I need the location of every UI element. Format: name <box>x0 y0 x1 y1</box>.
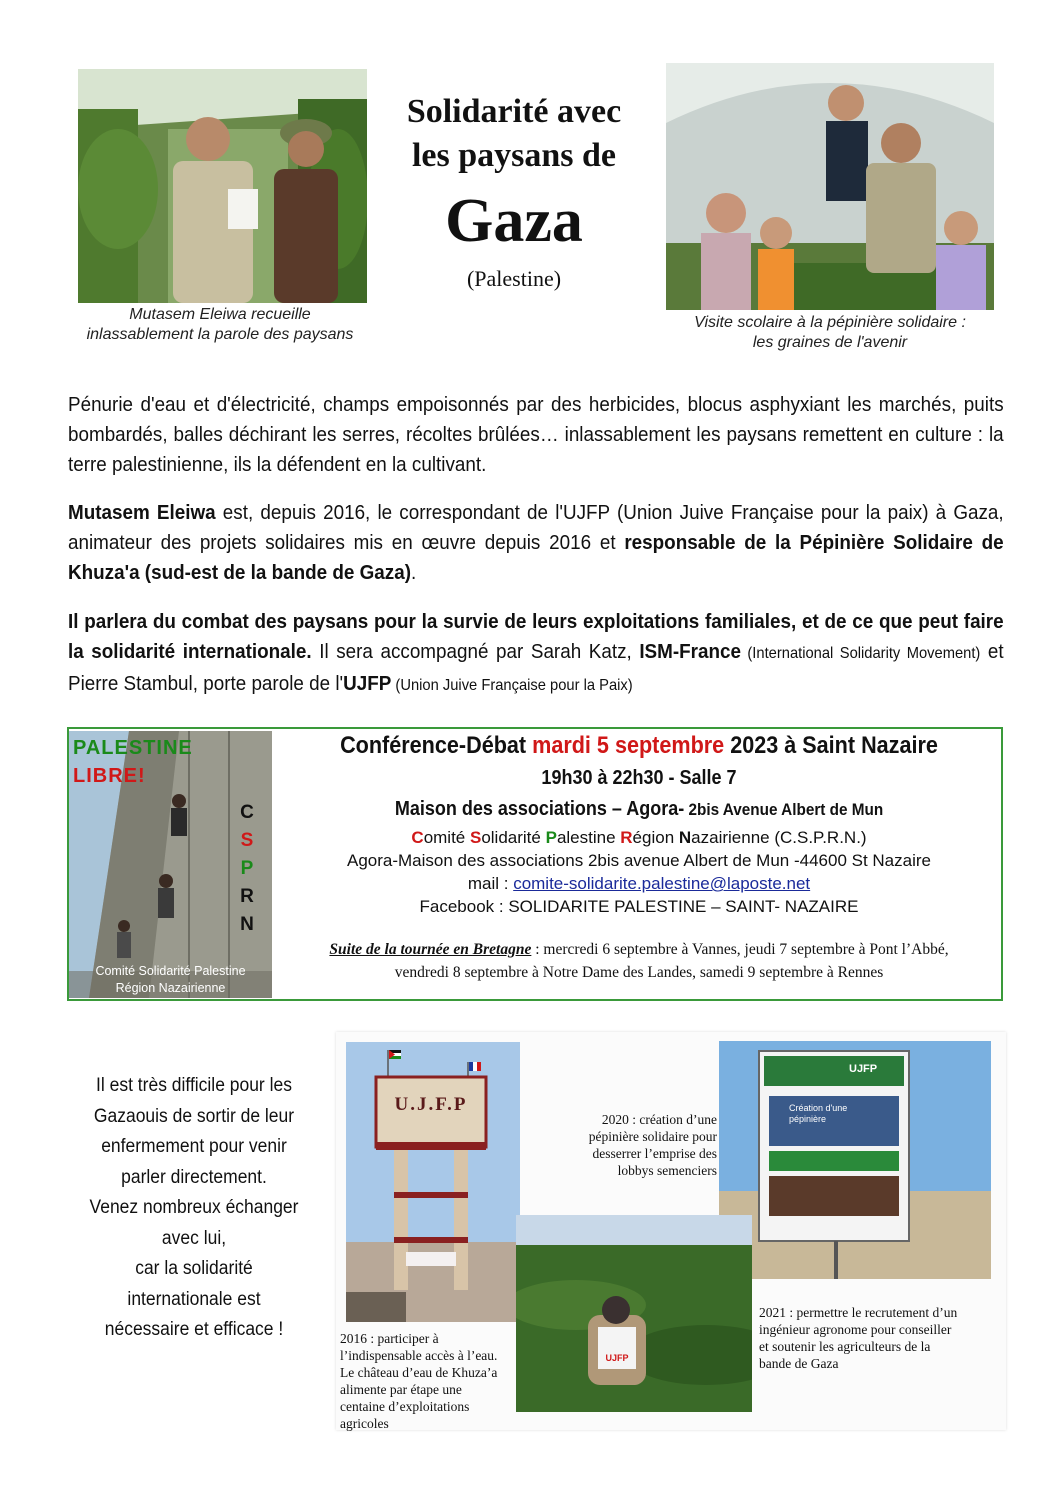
caption-line: bande de Gaza <box>759 1356 839 1371</box>
poster-title-1: PALESTINE <box>73 737 193 759</box>
poster-footer-line: Comité Solidarité Palestine <box>95 964 246 978</box>
intro-text: et Pierre Stambul, porte parole de l' <box>68 640 1004 695</box>
closing-line: Gazaouis de sortir de leur <box>93 1105 295 1127</box>
organizer-name <box>275 828 1003 848</box>
poster-letter-p: P <box>240 858 254 879</box>
nursery-responsibility: responsable de la Pépinière Solidaire de Khuza'a (sud-est de la bande de Gaza) <box>68 531 1004 584</box>
intro-text: . <box>411 561 417 584</box>
tour-line-1 <box>275 938 1003 961</box>
caption-line: 2021 : permettre le recrutement d’un <box>759 1305 958 1320</box>
closing-line: internationale est <box>127 1288 261 1310</box>
org-initial: P <box>545 828 557 847</box>
caption-line: Mutasem Eleiwa recueille <box>129 306 311 323</box>
organizer-mail <box>275 874 1003 894</box>
photo-greenhouse-interview <box>78 69 367 303</box>
caption-line: ingénieur agronome pour conseiller <box>759 1322 952 1337</box>
organizer-address: Agora-Maison des associations 2bis avenue Albert de Mun -44600 St Nazaire <box>346 851 931 870</box>
vest-badge: UJFP <box>605 1353 629 1363</box>
caption-line: pépinière solidaire pour <box>588 1129 717 1144</box>
org-word: omité <box>423 828 470 847</box>
intro-paragraph-3 <box>68 607 1004 701</box>
intro-paragraph-1 <box>68 390 1004 480</box>
tour-dates <box>275 938 1003 984</box>
conference-title <box>311 732 966 760</box>
conference-place <box>311 798 966 821</box>
mail-link[interactable]: comite-solidarite.palestine@laposte.net <box>513 874 811 893</box>
poster-letter-c: C <box>240 802 254 823</box>
conference-year-place: 2023 à Saint Nazaire <box>724 732 938 759</box>
caption-line: desserrer l’emprise des <box>592 1146 717 1161</box>
poster-footer <box>69 963 272 997</box>
talk-summary: Il parlera du combat des paysans pour la survie de leurs exploitations familiales, et de ce que peut faire la solidarité internationale. <box>68 610 1004 663</box>
poster-title-2: LIBRE! <box>73 765 146 787</box>
intro-text: est, depuis 2016, le correspondant de l'UJFP (Union Juive Française pour la paix) à Gaza, animateur des projets solidaires mis en œuvre depuis 2016 et <box>68 501 1004 554</box>
poster-palestine-libre <box>69 731 272 998</box>
ism-full-name: (International Solidarity Movement) <box>740 645 981 662</box>
caption-2020 <box>567 1111 717 1179</box>
caption-line: agricoles <box>340 1416 389 1431</box>
left-photo-caption <box>60 305 380 345</box>
caption-line: l’indispensable accès à l’eau. <box>340 1348 498 1363</box>
caption-line: inlassablement la parole des paysans <box>86 326 354 343</box>
sign-brand: UJFP <box>849 1063 878 1075</box>
photo-nursery-sign <box>719 1041 991 1279</box>
caption-line: 2016 : participer à <box>340 1331 439 1346</box>
tower-sign: U.J.F.P <box>394 1094 468 1115</box>
photo-field-agronomist <box>516 1215 752 1412</box>
photo-water-tower <box>346 1042 520 1322</box>
closing-line: enfermement pour venir <box>101 1136 287 1157</box>
closing-line: avec lui, <box>161 1227 227 1249</box>
closing-line: car la solidarité <box>135 1258 253 1279</box>
closing-line: nécessaire et efficace ! <box>104 1319 284 1340</box>
poster-letter-s: S <box>240 830 254 851</box>
title-gaza: Gaza <box>445 187 583 255</box>
caption-line: lobbys semenciers <box>617 1163 717 1178</box>
org-initial: R <box>620 828 633 847</box>
title-line-1: Solidarité avec <box>406 93 622 130</box>
caption-line: Visite scolaire à la pépinière solidaire : <box>694 314 966 331</box>
caption-2016 <box>340 1330 520 1432</box>
poster-footer-line: Région Nazairienne <box>115 981 226 995</box>
poster-letters <box>237 799 257 939</box>
org-word: alestine <box>556 828 621 847</box>
closing-line: Venez nombreux échanger <box>89 1197 299 1218</box>
conference-time: 19h30 à 22h30 - Salle 7 <box>541 767 737 789</box>
conference-venue: Maison des associations – Agora- <box>394 798 685 820</box>
org-initial: C <box>411 828 424 847</box>
conference-date: mardi 5 septembre <box>532 732 725 759</box>
organizer-facebook: Facebook : SOLIDARITE PALESTINE – SAINT- NAZAIRE <box>419 897 859 916</box>
closing-appeal <box>71 1071 318 1346</box>
closing-line: parler directement. <box>121 1166 267 1188</box>
caption-line: les graines de l'avenir <box>752 334 908 351</box>
sign-title: Création d'une pépinière <box>789 1103 848 1124</box>
org-word: olidarité <box>481 828 546 847</box>
org-initial: N <box>678 828 692 847</box>
poster-letter-n: N <box>240 914 254 935</box>
title-subtitle: (Palestine) <box>466 266 562 291</box>
intro-paragraph-2 <box>68 498 1004 588</box>
ujfp: UJFP <box>343 672 392 695</box>
photo-school-visit <box>666 63 994 310</box>
caption-line: 2020 : création d’une <box>601 1112 717 1127</box>
closing-line: Il est très difficile pour les <box>96 1075 292 1096</box>
org-initial: S <box>469 828 482 847</box>
tour-line-2: vendredi 8 septembre à Notre Dame des Landes, samedi 9 septembre à Rennes <box>394 964 884 981</box>
org-word: égion <box>632 828 679 847</box>
ism-france: ISM-France <box>639 640 741 663</box>
speaker-name: Mutasem Eleiwa <box>68 501 216 524</box>
org-word: azairienne (C.S.P.R.N.) <box>691 828 867 847</box>
caption-line: centaine d’exploitations <box>340 1399 470 1414</box>
poster-letter-r: R <box>240 886 254 907</box>
caption-line: alimente par étape une <box>340 1382 462 1397</box>
caption-line: Le château d’eau de Khuza’a <box>340 1365 498 1380</box>
mail-label: mail : <box>467 874 514 893</box>
intro-text: Pénurie d'eau et d'électricité, champs empoisonnés par des herbicides, blocus asphyxiant les marchés, puits bombardés, balles déchirant les serres, récoltes brûlées… inlassablement les paysans remettent en culture : la terre palestinienne, ils la défendent en la cultivant. <box>68 393 1004 476</box>
intro-text: Il sera accompagné par Sarah Katz, <box>311 640 640 663</box>
tour-text: : mercredi 6 septembre à Vannes, jeudi 7 septembre à Pont l’Abbé, <box>531 941 949 958</box>
tour-label: Suite de la tournée en Bretagne <box>329 941 532 958</box>
title-line-2: les paysans de <box>411 137 617 174</box>
title-block <box>375 90 653 294</box>
caption-2021 <box>759 1304 999 1372</box>
conference-label: Conférence-Débat <box>340 732 533 759</box>
ujfp-full-name: (Union Juive Française pour la Paix) <box>391 677 633 694</box>
conference-venue-address: 2bis Avenue Albert de Mun <box>684 800 884 819</box>
caption-line: et soutenir les agriculteurs de la <box>759 1339 931 1354</box>
right-photo-caption <box>660 313 1000 353</box>
